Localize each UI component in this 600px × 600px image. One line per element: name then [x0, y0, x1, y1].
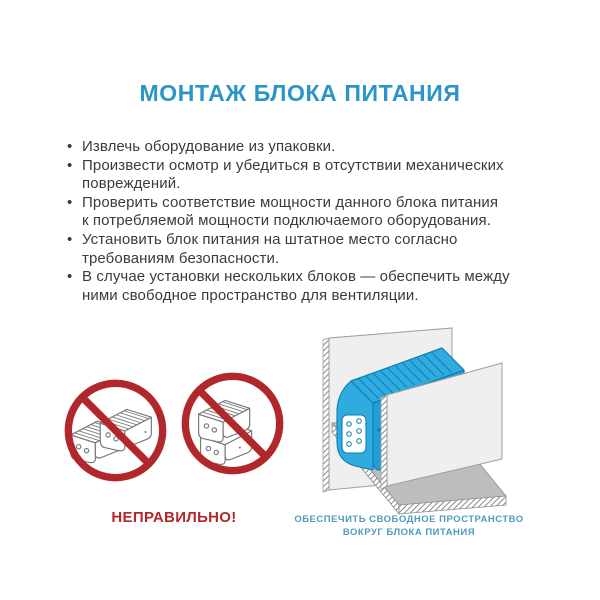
prohibited-stacked-psu-icon [176, 367, 289, 485]
prohibited-adjacent-psu-icon [59, 374, 172, 492]
correct-installation-figure [299, 318, 509, 523]
instruction-item: • Извлечь оборудование из упаковки. [67, 138, 336, 155]
instruction-item: • Проверить соответствие мощности данного блока питания к потребляемой мощности подключаемого оборудования. [67, 193, 499, 230]
instruction-item: • Установить блок питания на штатное место согласно требованиям безопасности. [67, 230, 458, 267]
correct-figure-caption: ОБЕСПЕЧИТЬ СВОБОДНОЕ ПРОСТРАНСТВО ВОКРУГ БЛОКА ПИТАНИЯ [294, 514, 524, 538]
page-title: МОНТАЖ БЛОКА ПИТАНИЯ [139, 80, 461, 106]
wrong-label: НЕПРАВИЛЬНО! [111, 509, 237, 526]
bullet-dot: • [67, 156, 73, 174]
bullet-dot: • [67, 138, 73, 155]
bullet-dot: • [67, 193, 73, 211]
instruction-list [66, 138, 546, 305]
bullet-dot: • [67, 268, 73, 286]
terminal-block [342, 415, 366, 453]
instruction-item: • Произвести осмотр и убедиться в отсутствии механических повреждений. [67, 156, 504, 193]
instruction-item: • В случае установки нескольких блоков — обеспечить между ними свободное пространство для вентиляции. [67, 268, 510, 304]
bullet-dot: • [67, 230, 73, 248]
